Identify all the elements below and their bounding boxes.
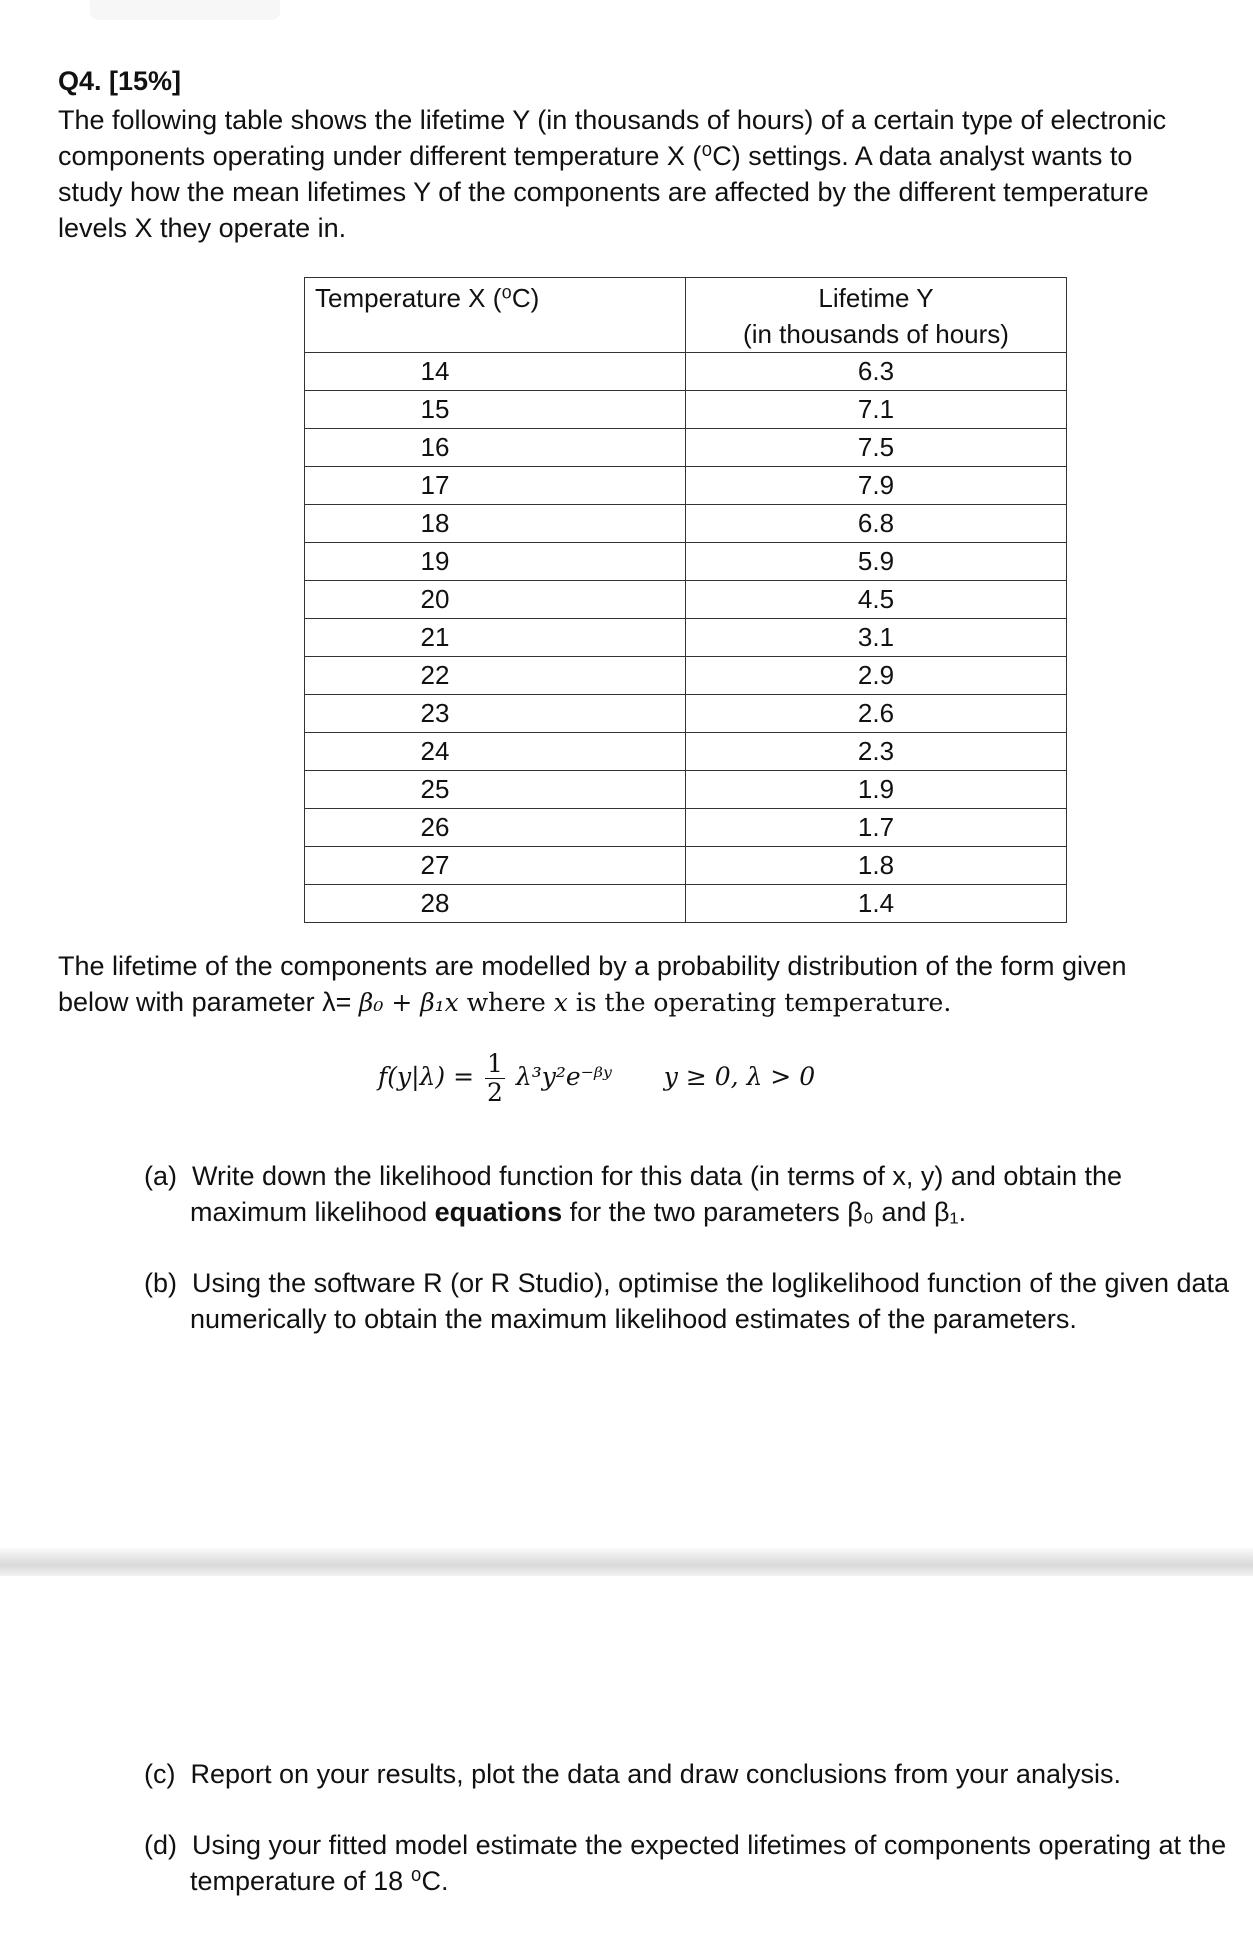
question-d [144, 1827, 1230, 1899]
temperature-cell: 22 [305, 657, 686, 695]
lifetime-cell: 2.9 [686, 657, 1067, 695]
question-c-text: Report on your results, plot the data and draw conclusions from your analysis. [190, 1759, 1121, 1789]
lifetime-cell: 5.9 [686, 543, 1067, 581]
temperature-cell: 21 [305, 619, 686, 657]
question-a-text-1: Write down the likelihood function for this data (in terms of x, y) and obtain the maximum likelihood [190, 1161, 1122, 1227]
table-body [305, 353, 1067, 923]
header-lifetime-line1: Lifetime Y [818, 283, 934, 313]
formula-domain: y ≥ 0, λ > 0 [663, 1062, 816, 1091]
lambda-expression: β₀ + β₁x [358, 988, 459, 1017]
formula-rhs: λ³y²e⁻ᵝʸ [515, 1062, 612, 1091]
table-header-row [305, 278, 1067, 353]
lifetime-cell: 4.5 [686, 581, 1067, 619]
table-row [305, 695, 1067, 733]
question-d-text: Using your fitted model estimate the expected lifetimes of components operating at the temperature of 18 ⁰C. [190, 1830, 1227, 1896]
question-b [144, 1265, 1230, 1337]
fraction-numerator: 1 [487, 1049, 503, 1078]
x-variable: x [553, 988, 568, 1017]
temperature-cell: 14 [305, 353, 686, 391]
table-row [305, 429, 1067, 467]
table-row [305, 467, 1067, 505]
data-table [304, 277, 1067, 923]
temperature-cell: 23 [305, 695, 686, 733]
header-lifetime-line2: (in thousands of hours) [743, 319, 1009, 349]
question-a-bold: equations [434, 1197, 563, 1227]
question-title: Q4. [15%] [58, 66, 182, 96]
lifetime-cell: 2.3 [686, 733, 1067, 771]
table-row [305, 885, 1067, 923]
model-line2-end: is the operating temperature. [567, 988, 952, 1017]
table-row [305, 809, 1067, 847]
header-lifetime [686, 278, 1067, 353]
temperature-cell: 16 [305, 429, 686, 467]
formula-lhs: f(y|λ) = [378, 1062, 475, 1091]
question-a-label: (a) [144, 1161, 177, 1191]
top-tab-remnant [90, 0, 280, 20]
table-row [305, 657, 1067, 695]
intro-paragraph: The following table shows the lifetime Y (in thousands of hours) of a certain type of electronic components operating under different temperature X (⁰C) settings. A data analyst wants to study how the mean lifetimes Y of the components are affected by the different temperature levels X they operate in. [58, 105, 1167, 243]
model-where: where [458, 988, 554, 1017]
lifetime-cell: 1.4 [686, 885, 1067, 923]
question-d-label: (d) [144, 1830, 177, 1860]
temperature-cell: 18 [305, 505, 686, 543]
lifetime-cell: 6.8 [686, 505, 1067, 543]
table-row [305, 505, 1067, 543]
lifetime-cell: 7.5 [686, 429, 1067, 467]
question-c [144, 1756, 1230, 1792]
lifetime-cell: 7.1 [686, 391, 1067, 429]
lifetime-cell: 1.8 [686, 847, 1067, 885]
question-a-text-2: for the two parameters β₀ and β₁. [562, 1197, 967, 1227]
lifetime-cell: 1.7 [686, 809, 1067, 847]
lifetime-cell: 6.3 [686, 353, 1067, 391]
question-c-label: (c) [144, 1759, 176, 1789]
table-row [305, 847, 1067, 885]
table-row [305, 543, 1067, 581]
model-paragraph [58, 948, 1178, 1021]
table-row [305, 391, 1067, 429]
lifetime-cell: 2.6 [686, 695, 1067, 733]
temperature-cell: 25 [305, 771, 686, 809]
temperature-cell: 19 [305, 543, 686, 581]
temperature-cell: 28 [305, 885, 686, 923]
fraction-denominator: 2 [487, 1078, 503, 1107]
model-line2-text: below with parameter λ= [58, 987, 359, 1017]
table-row [305, 581, 1067, 619]
lifetime-cell: 3.1 [686, 619, 1067, 657]
model-line1: The lifetime of the components are modelled by a probability distribution of the form given [58, 951, 1127, 981]
temperature-cell: 27 [305, 847, 686, 885]
temperature-cell: 26 [305, 809, 686, 847]
header-temperature: Temperature X (⁰C) [305, 278, 686, 353]
lifetime-cell: 7.9 [686, 467, 1067, 505]
pdf-formula [378, 1050, 815, 1107]
table-row [305, 619, 1067, 657]
temperature-cell: 24 [305, 733, 686, 771]
temperature-cell: 17 [305, 467, 686, 505]
lifetime-cell: 1.9 [686, 771, 1067, 809]
table-row [305, 771, 1067, 809]
question-b-label: (b) [144, 1268, 177, 1298]
question-b-text: Using the software R (or R Studio), optimise the loglikelihood function of the given data numerically to obtain the maximum likelihood estimates of the parameters. [190, 1268, 1230, 1334]
page-divider [0, 1548, 1253, 1576]
formula-fraction [485, 1050, 505, 1107]
temperature-cell: 15 [305, 391, 686, 429]
question-a [144, 1158, 1230, 1230]
temperature-cell: 20 [305, 581, 686, 619]
table-row [305, 733, 1067, 771]
table-row [305, 353, 1067, 391]
